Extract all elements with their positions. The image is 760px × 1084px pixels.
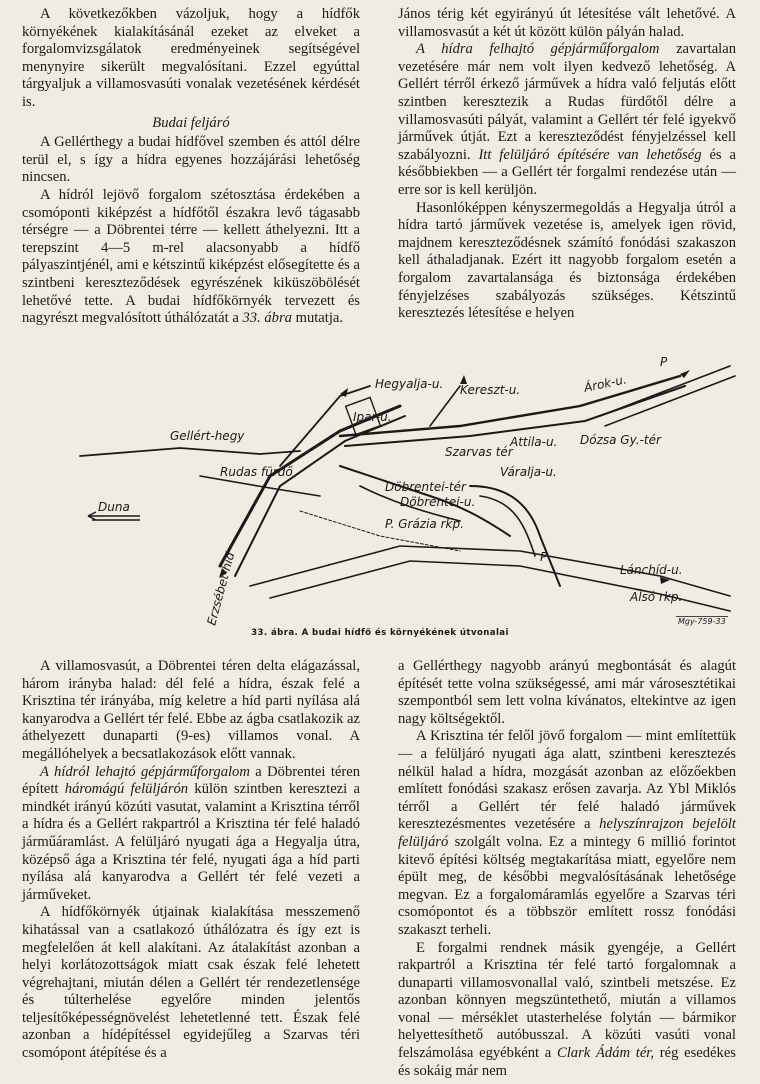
paragraph xyxy=(398,41,736,199)
arrow-mark xyxy=(680,370,690,378)
map-label-p: P xyxy=(540,550,548,564)
map-label-also: Alsó rkp. xyxy=(630,590,683,604)
paragraph xyxy=(22,187,360,328)
figure-caption: 33. ábra. A budai hídfő és környékének útvonalai xyxy=(251,628,509,638)
map-label-duna: Duna xyxy=(98,500,130,514)
section-heading: Budai feljáró xyxy=(152,114,230,131)
text-run: a Döbrentei téren épített xyxy=(22,763,361,798)
paragraph: A Gellérthegy a budai hídfővel szemben és attól délre terül el, s így a hídra egyenes hozzájárási lehetőség nincsen. xyxy=(22,134,360,186)
map-label-hegyalja: Hegyalja-u. xyxy=(375,377,444,391)
map-label-rudas: Rudas fürdő xyxy=(220,465,293,479)
paragraph: A következőkben vázoljuk, hogy a hídfők környékének kialakításánál ezeket az elveket a forgalomvizsgálatok eredményeinek segítségével menynyire sikerült megvalósítani. Ezzel egyúttal tárgyaljuk a villamosvasúti vonalak vezetésének kérdését is. xyxy=(22,6,360,110)
emphasis: helyszínrajzon bejelölt felüljáró xyxy=(398,816,736,850)
emphasis: A hídról lehajtó gépjárműforgalom xyxy=(40,763,250,780)
map-label-gellert-hegy: Gellért-hegy xyxy=(170,429,245,443)
map-figure xyxy=(40,336,740,636)
text-run: szolgált volna. Ez a mintegy 6 millió forintot kitevő építési költség megtakarítása miatt, egyelőre nem épült meg, de későbbi megvalósításának lehetősége megvan. Ez a forgalomáramlás egyelőre a Szarvas téri csomópontot és a többször említett rossz fonódási szakaszt terheli. xyxy=(398,833,736,938)
map-label-kereszt: Kereszt-u. xyxy=(460,383,521,397)
text-run: és a későbbiekben — a Gellért tér forgalmi rendezése után — erre sor is kell kerüljön. xyxy=(398,146,736,198)
emphasis: háromágú felüljárón xyxy=(64,781,189,798)
kereszt-road xyxy=(430,386,460,426)
paragraph xyxy=(398,940,736,1081)
text-run: zavartalan vezetésére már nem volt ilyen kedvező lehetőség. A Gellért térről érkező járművek a hídra való feljutás előtt szintben keresztezik a Rudas fürdőtől délre a villamosvasúti pályát, valamint a Gellért tér felé igyekvő járművek útját. Ezt a kereszteződést fényjelzéssel kell szabályozni. xyxy=(398,41,737,163)
gellert-road xyxy=(80,448,300,456)
figure-reference: 33. ábra xyxy=(242,310,292,327)
emphasis: Itt felüljáró építésére van lehetőség xyxy=(478,146,702,163)
map-label-dozsa: Dózsa Gy.-tér xyxy=(580,433,661,447)
paragraph xyxy=(398,728,736,939)
emphasis: A hídra felhajtó gépjárműforgalom xyxy=(416,41,660,58)
paragraph: a Gellérthegy nagyobb arányú megbontását és alagút építését tette volna szükségessé, ami már városesztétikai szempontból sem lett volna kívánatos, eltekintve az igen nagy költségektől. xyxy=(398,658,736,727)
map-label-szarvas: Szarvas tér xyxy=(445,445,513,459)
map-label-erzsebet: Erzsébet-híd xyxy=(204,550,238,627)
text-column-bottom-left xyxy=(22,658,360,1063)
emphasis: Clark Ádám tér, xyxy=(557,1045,655,1062)
map-label-varalja: Váralja-u. xyxy=(500,465,557,479)
map-label-dobrentei-ter: Döbrentei-tér xyxy=(385,480,466,494)
text-run: A Krisztina tér felől jövő forgalom — mint említettük — a felüljáró nyugati ága alatt, szintbeni keresztezés nélkül halad a hídra, mozgását azonban az előzőekben említett fonódási szakasz erősen zavarja. Az Ybl Miklós térről a Gellért tér felé haladó járművek keresztezésmentes vezetésére a xyxy=(398,728,736,833)
paragraph xyxy=(22,764,360,905)
curve-road-2 xyxy=(480,496,535,556)
text-run: külön szintben keresztezi a mindkét irányú közúti vasutat, valamint a Krisztina térről a hídra és a Gellért rakpartról a Krisztina tér felé haladó járműáramlást. A felüljáró nyugati ága a Hegyalja útra, középső ága a Krisztina tér felé, nyugati ága a híd parti nyílása alá kanyarodva a Gellért tér felé vezeti a járműveket. xyxy=(22,781,360,903)
text-run: A hídról lejövő forgalom szétosztása érdekében a csomóponti kiképzést a hídfőtől északra levő tágasabb térségre — a Döbrentei térre — kellett áthelyezni. Itt a terepszint 4—5 m-rel alacsonyabb a hídfő pályaszintjénél, ami e kétszintű kiképzést elősegítette és a szintbeni kereszteződések egyrészének kiküszöbölését lehetővé tette. A budai hídfőkörnyék tervezett és nagyrészt megvalósított úthálózatát a xyxy=(22,186,360,327)
map-label-grazia: P. Grázia rkp. xyxy=(385,517,464,531)
text-run: E forgalmi rendnek másik gyengéje, a Gellért rakpartról a Krisztina tér felé tartó forgalomnak a dunaparti villamosvonallal való, szintbeli metszése. Ez azonban könnyen megszüntethető, miután a villamos vonal — mérséklet utasterhelése folytán — bármikor helyettesíthető autóbusszal. A közúti vasúti vonal felszámolása egyébként a xyxy=(398,939,736,1062)
map-label-p: P xyxy=(660,355,668,369)
text-column-top-left xyxy=(22,6,360,328)
bridgehead-map xyxy=(40,336,740,636)
paragraph: A hídfőkörnyék útjainak kialakítása messzemenő kihatással van a csatlakozó úthálózatra és így ezt is megfelelően át kell alakítani. Az átalakítást azonban a helyi korlátozottságok miatt csak észak felé lehetett végrehajtani, miután délen a Gellért tér rendezetlensége és túlterhelése egyelőre minden jelentős teljesítőképességnövelést lehetetlenné tett. Észak felé azonban a hídépítéssel egyidejűleg a Szarvas téri csomópont átépítése és a xyxy=(22,904,360,1062)
map-label-ipar: Ipar-ú. xyxy=(353,410,392,424)
map-label-arok: Árok-u. xyxy=(582,372,628,395)
paragraph: János térig két egyirányú út létesítése vált lehetővé. A villamosvasút a két út között külön pályán halad. xyxy=(398,6,736,40)
paragraph: A villamosvasút, a Döbrentei téren delta elágazással, három irányba halad: dél felé a hídra, észak felé a Krisztina tér irányába, míg keletre a híd parti nyílása alá kanyarodva a Gellért tér felé. Ebbe az ágba csatlakozik az áthelyezett dunaparti (9-es) villamos vonal. A megállóhelyek a becsatlakozások előtt vannak. xyxy=(22,658,360,762)
text-column-top-right xyxy=(398,6,736,323)
paragraph: Hasonlóképpen kényszermegoldás a Hegyalja útról a hídra tartó járművek vezetése is, amelyek igen rövid, majdnem kereszteződésnek számító fonódási szakaszon kell áthaladjanak. Ezért itt nagyobb forgalom esetén a forgalom zavartalansága és biztonsága érdekében fényjelzéses szabályozás szükséges. Kétszintű keresztezés létesítése e helyen xyxy=(398,199,736,322)
figure-code: Mgy-759-33 xyxy=(678,617,726,626)
map-label-lanchid: Lánchíd-u. xyxy=(620,563,683,577)
text-run: rég esedékes és sokáig már nem xyxy=(398,1045,736,1079)
text-run: mutatja. xyxy=(295,310,344,327)
map-label-attila: Attila-u. xyxy=(510,435,558,449)
map-label-dobrentei-u: Döbrentei-u. xyxy=(400,495,476,509)
text-column-bottom-right xyxy=(398,658,736,1080)
